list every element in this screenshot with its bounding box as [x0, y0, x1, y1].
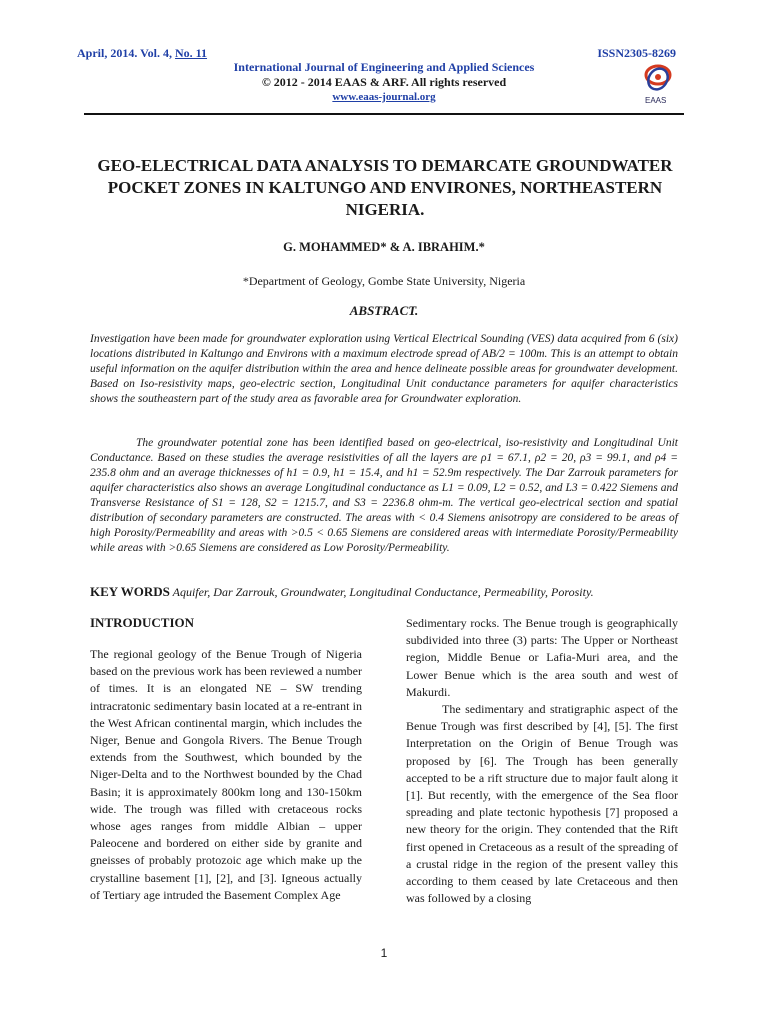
issue-info [77, 46, 207, 61]
intro-paragraph-right-1: Sedimentary rocks. The Benue trough is geographically subdivided into three (3) parts: The Upper or Northeast region, Middle Benue or Lafia-Muri area, and the Lower Benue which is the area south and west of Makurdi. [406, 616, 678, 699]
paper-title: GEO-ELECTRICAL DATA ANALYSIS TO DEMARCATE GROUNDWATER POCKET ZONES IN KALTUNGO AND ENVIRONES, NORTHEASTERN NIGERIA. [97, 156, 673, 219]
abstract-paragraph-1: Investigation have been made for groundwater exploration using Vertical Electrical Sounding (VES) data acquired from 6 (six) locations distributed in Kaltungo and Environs with a maximum electrode spread of AB/2 = 100m. This is an attempt to obtain useful information on the aquifer distribution within the area and hence delineate possible areas for groundwater development. Based on Iso-resistivity maps, geo-electric section, Longitudinal Unit conductance parameters for aquifer characteristics shows the southeastern part of the study area as favorable area for Groundwater exploration. [90, 333, 678, 405]
abstract-paragraph-2: The groundwater potential zone has been identified based on geo-electrical, iso-resistivity and Longitudinal Unit Conductance. Based on these studies the average resistivities of all the layers are ρ1 = 67.1, ρ2 = 20, ρ3 = 99.1, and ρ4 = 235.8 ohm and an average thicknesses of h1 = 0.9, h1 = 15.4, and h1 = 52.9m respectively. The Dar Zarrouk parameters for aquifer characteristics also shows an average Longitudinal conductance as L1 = 0.09, L2 = 0.52, and L3 = 0.422 Siemens and Transverse Resistance of S1 = 128, S2 = 1215.7, and S3 = 2236.8 ohm-m. The vertical geo-electrical section and spatial distribution of secondary parameters are constructed. The areas with < 0.4 Siemens anisotropy are considered to be areas of high Porosity/Permeability and areas with >0.5 < 0.65 Siemens are considered areas with intermediate Porosity/Permeability while areas with >0.65 Siemens are considered as Low Porosity/Permeability. [90, 437, 678, 554]
page-number: 1 [380, 946, 388, 960]
body-column-right [406, 615, 678, 907]
issue-prefix: April, 2014. Vol. 4, [77, 46, 176, 60]
keywords [90, 584, 690, 600]
keywords-list: Aquifer, Dar Zarrouk, Groundwater, Longitudinal Conductance, Permeability, Porosity. [169, 585, 594, 599]
issn: ISSN2305-8269 [597, 46, 676, 60]
intro-paragraph-right-2: The sedimentary and stratigraphic aspect of the Benue Trough was first described by [4], [5]. The first Interpretation on the Origin of Benue Trough was proposed by [6]. The Trough has been generally accepted to be a rift structure due to major fault along it [1]. But recently, with the emergence of the Sea floor spreading and plate tectonic hypothesis [7] proposed a new theory for the origin. They contended that the Rift first opened in Cretaceous as a result of the spreading of a crustal ridge in the region of the present valley this according to them ceased by late Cretaceous and then was followed by a closing [406, 702, 678, 906]
keywords-label: KEY WORDS [90, 584, 170, 599]
affiliation: *Department of Geology, Gombe State University, Nigeria [242, 274, 526, 288]
introduction-heading: INTRODUCTION [90, 615, 195, 630]
abstract-heading: ABSTRACT. [349, 303, 419, 318]
logo-label: EAAS [645, 96, 667, 105]
copyright: © 2012 - 2014 EAAS & ARF. All rights reserved [261, 75, 507, 89]
journal-url-link[interactable]: www.eaas-journal.org [332, 91, 436, 103]
issue-number-link[interactable]: No. 11 [175, 46, 208, 60]
header-divider [84, 113, 684, 115]
authors: G. MOHAMMED* & A. IBRAHIM.* [283, 240, 485, 254]
journal-name: International Journal of Engineering and Applied Sciences [233, 60, 535, 74]
intro-paragraph-left: The regional geology of the Benue Trough of Nigeria based on the previous work has been reviewed a number of times. It is an elongated NE – SW trending intracratonic sedimentary basin located at a re-entrant in the West African continental margin, which includes the Niger, Benue and Gongola Rivers. The Benue Trough extends from the Southwest, which bounded by the Niger-Delta and to the Northwest bounded by the Chad Basin; it is approximately 800km long and 130-150km wide. The trough was filled with cretaceous rocks whose ages ranges from middle Albian – upper Paleocene and bordered on either side by granite and gneisses of probably protozoic age which make up the crystalline basement [1], [2], and [3]. Igneous actually of Tertiary age intruded the Basement Complex Age [90, 647, 362, 902]
body-column-left [90, 646, 362, 904]
